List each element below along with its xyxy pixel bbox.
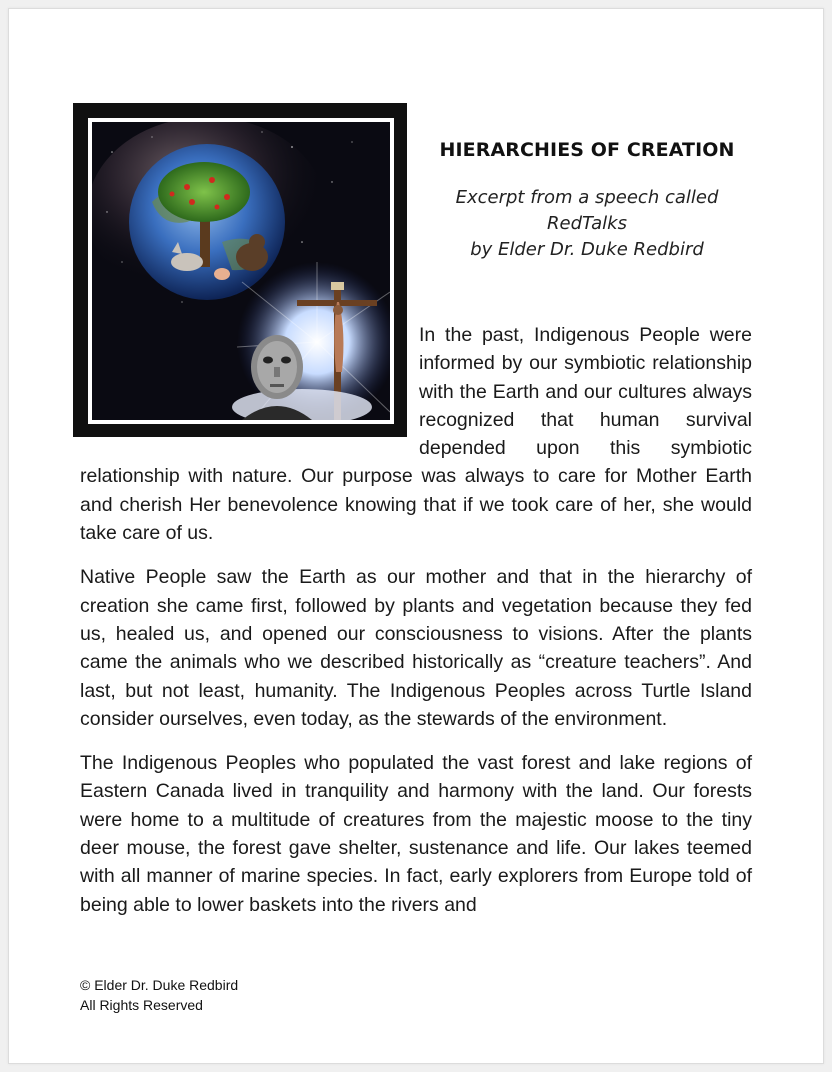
rights-line: All Rights Reserved <box>80 997 203 1013</box>
body-paragraph: Native People saw the Earth as our mother and that in the hierarchy of creation she came first, followed by plants and vegetation because they fed us, healed us, and opened our consciousness to visions. After the plants came the animals who we described historically as “creature teachers”. And last, but not least, humanity. The Indigenous Peoples across Turtle Island consider ourselves, even today, as the stewards of the environment. <box>80 566 752 730</box>
figure-wrap-spacer <box>80 321 419 461</box>
document-subtitle <box>419 185 755 263</box>
document-body <box>80 321 752 935</box>
header-block <box>419 139 755 263</box>
body-paragraph: In the past, Indigenous People were informed by our symbiotic relationship with the Earth and our cultures always recognized that human survival depended upon this symbiotic relationship with nature. Our purpose was always to care for Mother Earth and cherish Her benevolence knowing that if we took care of her, she would take care of us. <box>80 324 752 545</box>
document-footer <box>80 975 238 1015</box>
subtitle-line: by Elder Dr. Duke Redbird <box>470 239 704 260</box>
subtitle-line: RedTalks <box>547 213 627 234</box>
body-paragraph: The Indigenous Peoples who populated the vast forest and lake regions of Eastern Canada lived in tranquility and harmony with the land. Our forests were home to a multitude of creatures from the majestic moose to the tiny deer mouse, the forest gave shelter, sustenance and life. Our lakes teemed with all manner of marine species. In fact, early explorers from Europe told of being able to lower baskets into the rivers and <box>80 752 752 916</box>
document-page <box>8 8 824 1064</box>
document-title: HIERARCHIES OF CREATION <box>439 139 735 161</box>
subtitle-line: Excerpt from a speech called <box>455 187 719 208</box>
copyright-line: © Elder Dr. Duke Redbird <box>80 977 239 993</box>
